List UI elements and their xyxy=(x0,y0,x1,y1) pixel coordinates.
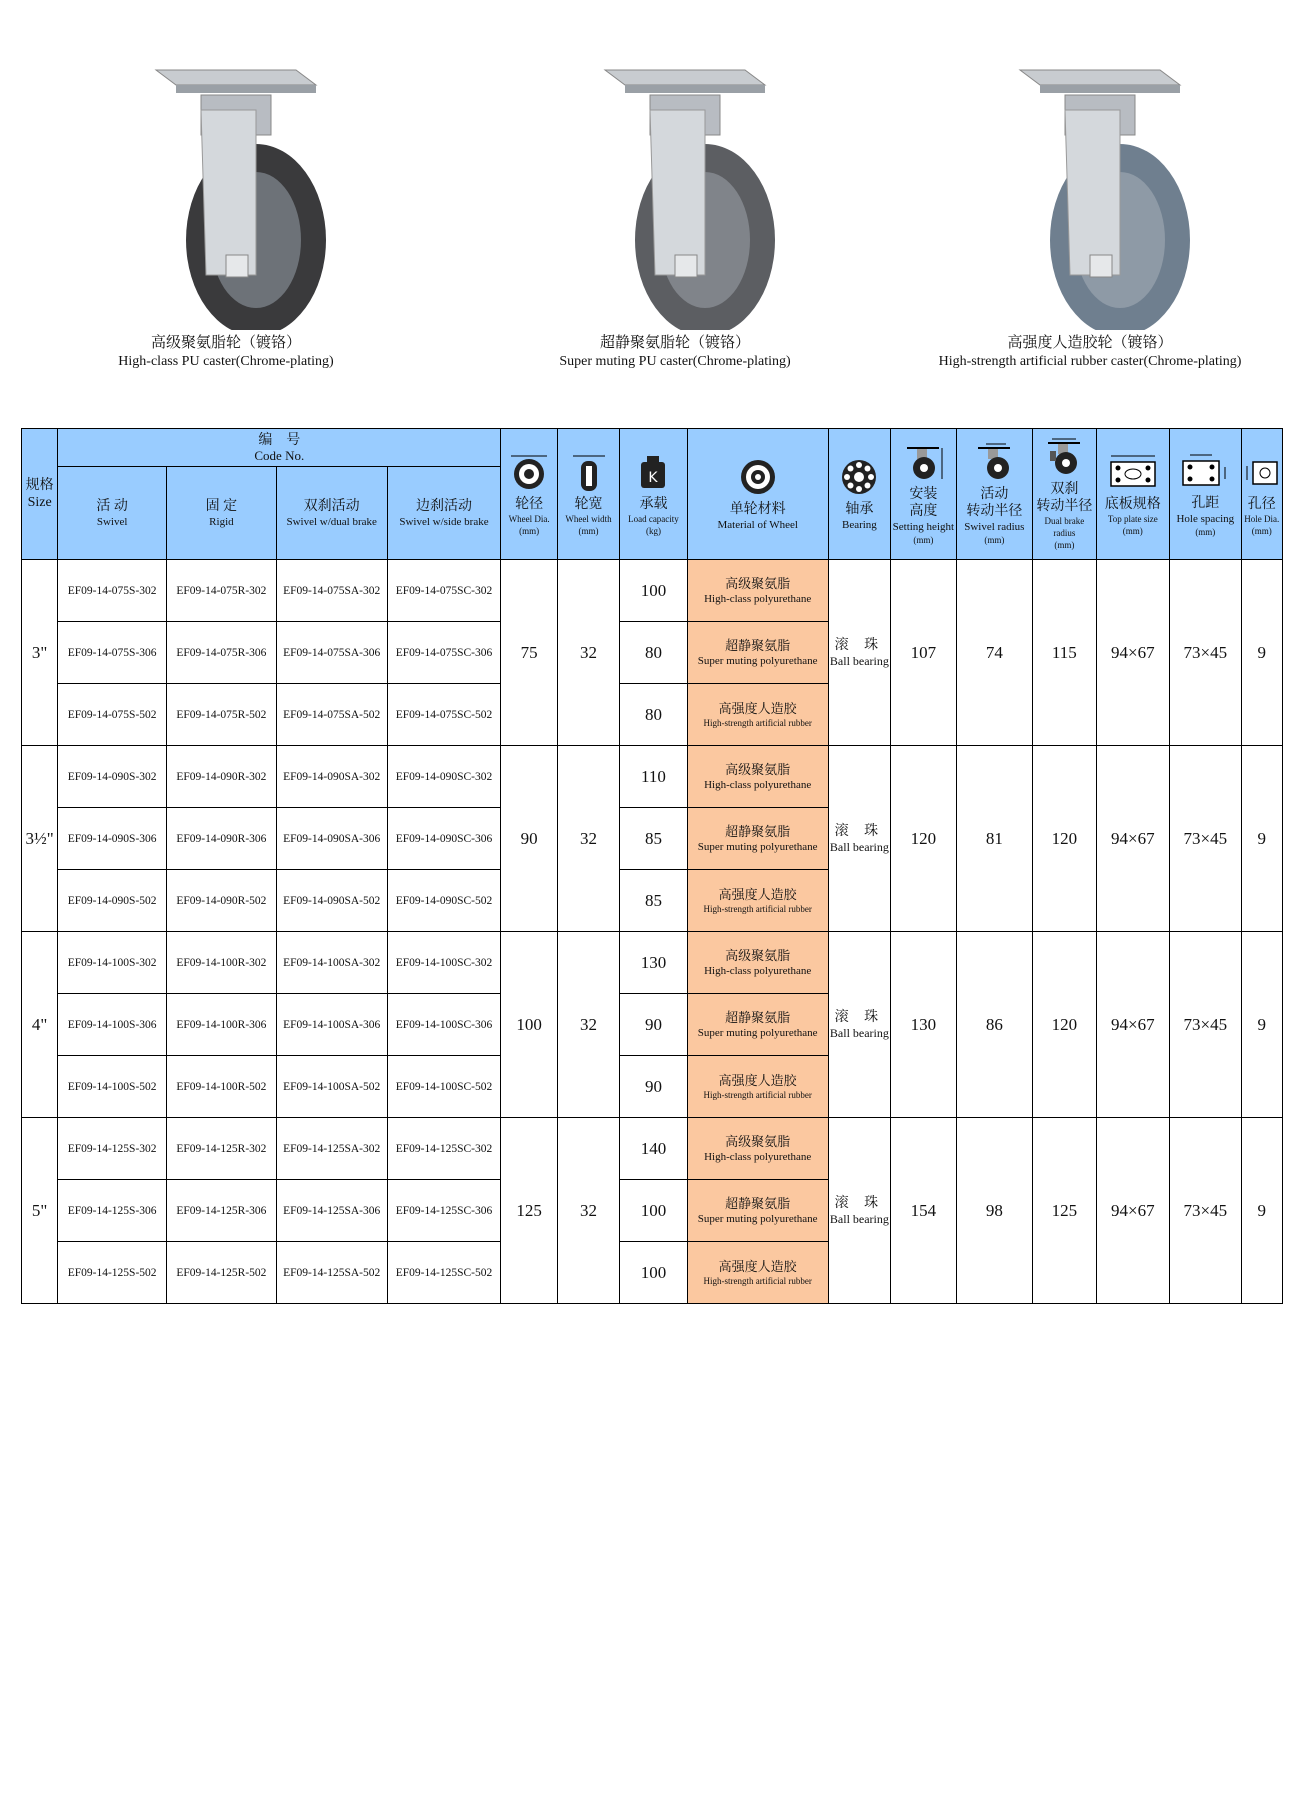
material-cell xyxy=(687,870,828,932)
hole-spacing-cell: 73×45 xyxy=(1170,560,1242,746)
product-caster-pu xyxy=(26,40,426,371)
size-cell: 5" xyxy=(22,1118,58,1304)
code-dual-brake: EF09-14-075SA-302 xyxy=(276,560,387,622)
bearing-cell xyxy=(828,932,890,1118)
material-name-en: Super muting polyurethane xyxy=(697,654,818,667)
code-dual-brake: EF09-14-125SA-306 xyxy=(276,1180,387,1242)
code-side-brake: EF09-14-100SC-302 xyxy=(387,932,501,994)
size-cell: 4" xyxy=(22,932,58,1118)
product-name-en: High-class PU caster(Chrome-plating) xyxy=(118,354,334,369)
hole-dia-cell: 9 xyxy=(1241,1118,1282,1304)
swivel-radius-cell: 98 xyxy=(956,1118,1033,1304)
load-cell: 100 xyxy=(620,1180,687,1242)
size-cell: 3" xyxy=(22,560,58,746)
load-cell: 90 xyxy=(620,994,687,1056)
hole-spacing-cell: 73×45 xyxy=(1170,746,1242,932)
material-cell xyxy=(687,932,828,994)
code-side-brake: EF09-14-125SC-502 xyxy=(387,1242,501,1304)
swivel-radius-cell: 81 xyxy=(956,746,1033,932)
load-weight-icon xyxy=(633,452,673,492)
material-name-en: Super muting polyurethane xyxy=(697,1212,818,1225)
code-swivel: EF09-14-125S-502 xyxy=(58,1242,167,1304)
load-cell: 80 xyxy=(620,622,687,684)
material-name-cn: 高级聚氨脂 xyxy=(725,947,791,963)
wheel-dia-cell: 100 xyxy=(501,932,557,1118)
material-name-en: High-class polyurethane xyxy=(704,592,812,605)
setting-height-icon xyxy=(901,442,945,482)
code-swivel: EF09-14-125S-302 xyxy=(58,1118,167,1180)
load-cell: 85 xyxy=(620,870,687,932)
header-wheel-dia: 轮径 Wheel Dia. (mm) xyxy=(501,429,557,560)
top-plate-cell: 94×67 xyxy=(1096,932,1170,1118)
code-rigid: EF09-14-075R-306 xyxy=(167,622,277,684)
hole-dia-icon xyxy=(1243,452,1281,492)
header-hole-spacing: 孔距 Hole spacing (mm) xyxy=(1170,429,1242,560)
code-dual-brake: EF09-14-090SA-302 xyxy=(276,746,387,808)
material-name-cn: 超静聚氨脂 xyxy=(725,637,791,653)
bearing-name-en: Ball bearing xyxy=(829,653,889,668)
top-plate-icon xyxy=(1103,452,1163,492)
material-name-en: High-strength artificial rubber xyxy=(703,1275,812,1286)
bearing-name-cn: 滚 珠 xyxy=(834,823,885,839)
wheel-dia-cell: 75 xyxy=(501,560,557,746)
header-side-brake: 边刹活动 Swivel w/side brake xyxy=(387,467,501,560)
code-swivel: EF09-14-125S-306 xyxy=(58,1180,167,1242)
code-dual-brake: EF09-14-125SA-502 xyxy=(276,1242,387,1304)
hole-spacing-cell: 73×45 xyxy=(1170,932,1242,1118)
material-name-en: High-class polyurethane xyxy=(704,778,812,791)
code-dual-brake: EF09-14-100SA-306 xyxy=(276,994,387,1056)
code-rigid: EF09-14-125R-502 xyxy=(167,1242,277,1304)
header-setting-height: 安装 高度 Setting height (mm) xyxy=(891,429,956,560)
hole-spacing-icon xyxy=(1177,451,1233,491)
code-rigid: EF09-14-100R-302 xyxy=(167,932,277,994)
load-cell: 100 xyxy=(620,1242,687,1304)
dual-radius-cell: 115 xyxy=(1033,560,1096,746)
material-cell xyxy=(687,1180,828,1242)
code-rigid: EF09-14-090R-302 xyxy=(167,746,277,808)
material-name-cn: 高强度人造胶 xyxy=(718,700,797,716)
table-row xyxy=(22,1118,1283,1180)
wheel-material-icon xyxy=(738,457,778,497)
material-name-en: High-class polyurethane xyxy=(704,1150,812,1163)
size-cell: 3½" xyxy=(22,746,58,932)
material-name-cn: 超静聚氨脂 xyxy=(725,1195,791,1211)
code-swivel: EF09-14-075S-306 xyxy=(58,622,167,684)
code-side-brake: EF09-14-090SC-302 xyxy=(387,746,501,808)
code-swivel: EF09-14-100S-502 xyxy=(58,1056,167,1118)
wheel-width-cell: 32 xyxy=(557,746,619,932)
header-hole-dia: 孔径 Hole Dia. (mm) xyxy=(1241,429,1282,560)
header-material: 单轮材料 Material of Wheel xyxy=(687,429,828,560)
product-name-cn: 高级聚氨脂轮（镀铬） xyxy=(150,335,301,351)
code-swivel: EF09-14-075S-502 xyxy=(58,684,167,746)
header-code: 编 号 Code No. xyxy=(58,429,501,467)
table-row xyxy=(22,560,1283,622)
header-wheel-width: 轮宽 Wheel width (mm) xyxy=(557,429,619,560)
wheel-dia-cell: 125 xyxy=(501,1118,557,1304)
code-swivel: EF09-14-100S-306 xyxy=(58,994,167,1056)
bearing-name-en: Ball bearing xyxy=(829,1211,889,1226)
top-plate-cell: 94×67 xyxy=(1096,1118,1170,1304)
wheel-width-cell: 32 xyxy=(557,560,619,746)
product-images xyxy=(0,40,1300,370)
code-side-brake: EF09-14-090SC-502 xyxy=(387,870,501,932)
code-side-brake: EF09-14-075SC-302 xyxy=(387,560,501,622)
code-dual-brake: EF09-14-100SA-502 xyxy=(276,1056,387,1118)
material-cell xyxy=(687,746,828,808)
material-cell xyxy=(687,1056,828,1118)
material-name-en: Super muting polyurethane xyxy=(697,1026,818,1039)
material-name-en: High-class polyurethane xyxy=(704,964,812,977)
caster-image xyxy=(970,40,1210,330)
header-dual-brake-radius: 双刹 转动半径 Dual brake radius (mm) xyxy=(1033,429,1096,560)
setting-height-cell: 120 xyxy=(891,746,956,932)
setting-height-cell: 130 xyxy=(891,932,956,1118)
setting-height-cell: 154 xyxy=(891,1118,956,1304)
hole-dia-cell: 9 xyxy=(1241,560,1282,746)
material-name-cn: 超静聚氨脂 xyxy=(725,823,791,839)
material-name-cn: 高级聚氨脂 xyxy=(725,1133,791,1149)
material-cell xyxy=(687,622,828,684)
product-name-cn: 高强度人造胶轮（镀铬） xyxy=(1007,335,1173,351)
caster-image xyxy=(106,40,346,330)
code-rigid: EF09-14-090R-306 xyxy=(167,808,277,870)
code-rigid: EF09-14-075R-302 xyxy=(167,560,277,622)
material-cell xyxy=(687,560,828,622)
dual-radius-cell: 120 xyxy=(1033,932,1096,1118)
load-cell: 100 xyxy=(620,560,687,622)
swivel-radius-cell: 74 xyxy=(956,560,1033,746)
table-row xyxy=(22,746,1283,808)
setting-height-cell: 107 xyxy=(891,560,956,746)
material-name-cn: 高级聚氨脂 xyxy=(725,575,791,591)
material-cell xyxy=(687,684,828,746)
header-load: K 承载 Load capacity (kg) xyxy=(620,429,687,560)
material-name-cn: 超静聚氨脂 xyxy=(725,1009,791,1025)
code-rigid: EF09-14-125R-302 xyxy=(167,1118,277,1180)
product-name-en: High-strength artificial rubber caster(Chrome-plating) xyxy=(938,354,1242,369)
code-dual-brake: EF09-14-075SA-502 xyxy=(276,684,387,746)
dual-radius-cell: 120 xyxy=(1033,746,1096,932)
table-row xyxy=(22,932,1283,994)
code-rigid: EF09-14-075R-502 xyxy=(167,684,277,746)
material-name-cn: 高强度人造胶 xyxy=(718,1072,797,1088)
material-name-cn: 高强度人造胶 xyxy=(718,1258,797,1274)
top-plate-cell: 94×67 xyxy=(1096,746,1170,932)
code-side-brake: EF09-14-075SC-306 xyxy=(387,622,501,684)
load-cell: 80 xyxy=(620,684,687,746)
code-rigid: EF09-14-100R-502 xyxy=(167,1056,277,1118)
code-rigid: EF09-14-125R-306 xyxy=(167,1180,277,1242)
spec-body xyxy=(22,560,1283,1304)
load-cell: 90 xyxy=(620,1056,687,1118)
ball-bearing-icon xyxy=(839,457,879,497)
wheel-width-cell: 32 xyxy=(557,932,619,1118)
bearing-name-cn: 滚 珠 xyxy=(834,637,885,653)
bearing-cell xyxy=(828,1118,890,1304)
material-cell xyxy=(687,1118,828,1180)
header-rigid: 固 定 Rigid xyxy=(167,467,277,560)
code-rigid: EF09-14-090R-502 xyxy=(167,870,277,932)
material-name-en: High-strength artificial rubber xyxy=(703,1089,812,1100)
bearing-name-en: Ball bearing xyxy=(829,1025,889,1040)
code-dual-brake: EF09-14-100SA-302 xyxy=(276,932,387,994)
svg-text:K: K xyxy=(648,469,659,486)
wheel-width-cell: 32 xyxy=(557,1118,619,1304)
dual-brake-radius-icon xyxy=(1042,437,1086,477)
hole-dia-cell: 9 xyxy=(1241,746,1282,932)
code-dual-brake: EF09-14-090SA-502 xyxy=(276,870,387,932)
header-swivel: 活 动 Swivel xyxy=(58,467,167,560)
load-cell: 85 xyxy=(620,808,687,870)
top-plate-cell: 94×67 xyxy=(1096,560,1170,746)
load-cell: 130 xyxy=(620,932,687,994)
header-dual-brake: 双刹活动 Swivel w/dual brake xyxy=(276,467,387,560)
code-swivel: EF09-14-075S-302 xyxy=(58,560,167,622)
material-name-en: High-strength artificial rubber xyxy=(703,903,812,914)
wheel-dia-icon xyxy=(509,452,549,492)
material-name-en: High-strength artificial rubber xyxy=(703,717,812,728)
code-swivel: EF09-14-100S-302 xyxy=(58,932,167,994)
bearing-name-cn: 滚 珠 xyxy=(834,1195,885,1211)
header-bearing: 轴承 Bearing xyxy=(828,429,890,560)
header-swivel-radius: 活动 转动半径 Swivel radius (mm) xyxy=(956,429,1033,560)
hole-spacing-cell: 73×45 xyxy=(1170,1118,1242,1304)
code-swivel: EF09-14-090S-502 xyxy=(58,870,167,932)
material-name-cn: 高级聚氨脂 xyxy=(725,761,791,777)
caster-image xyxy=(555,40,795,330)
code-side-brake: EF09-14-125SC-306 xyxy=(387,1180,501,1242)
bearing-name-en: Ball bearing xyxy=(829,839,889,854)
product-name-en: Super muting PU caster(Chrome-plating) xyxy=(559,354,791,369)
material-name-cn: 高强度人造胶 xyxy=(718,886,797,902)
code-dual-brake: EF09-14-090SA-306 xyxy=(276,808,387,870)
header-top-plate: 底板规格 Top plate size (mm) xyxy=(1096,429,1170,560)
code-side-brake: EF09-14-100SC-306 xyxy=(387,994,501,1056)
wheel-width-icon xyxy=(569,452,609,492)
code-side-brake: EF09-14-075SC-502 xyxy=(387,684,501,746)
code-dual-brake: EF09-14-075SA-306 xyxy=(276,622,387,684)
bearing-name-cn: 滚 珠 xyxy=(834,1009,885,1025)
code-swivel: EF09-14-090S-306 xyxy=(58,808,167,870)
wheel-dia-cell: 90 xyxy=(501,746,557,932)
material-cell xyxy=(687,1242,828,1304)
dual-radius-cell: 125 xyxy=(1033,1118,1096,1304)
header-size: 规格 Size xyxy=(22,429,58,560)
product-name-cn: 超静聚氨脂轮（镀铬） xyxy=(599,335,750,351)
bearing-cell xyxy=(828,560,890,746)
bearing-cell xyxy=(828,746,890,932)
material-name-en: Super muting polyurethane xyxy=(697,840,818,853)
product-caster-muting xyxy=(475,40,875,371)
code-side-brake: EF09-14-100SC-502 xyxy=(387,1056,501,1118)
code-swivel: EF09-14-090S-302 xyxy=(58,746,167,808)
load-cell: 140 xyxy=(620,1118,687,1180)
code-rigid: EF09-14-100R-306 xyxy=(167,994,277,1056)
product-caster-rubber xyxy=(900,40,1280,371)
code-side-brake: EF09-14-125SC-302 xyxy=(387,1118,501,1180)
swivel-radius-icon xyxy=(972,442,1016,482)
load-cell: 110 xyxy=(620,746,687,808)
swivel-radius-cell: 86 xyxy=(956,932,1033,1118)
material-cell xyxy=(687,808,828,870)
hole-dia-cell: 9 xyxy=(1241,932,1282,1118)
material-cell xyxy=(687,994,828,1056)
code-side-brake: EF09-14-090SC-306 xyxy=(387,808,501,870)
spec-table xyxy=(21,428,1283,1304)
code-dual-brake: EF09-14-125SA-302 xyxy=(276,1118,387,1180)
